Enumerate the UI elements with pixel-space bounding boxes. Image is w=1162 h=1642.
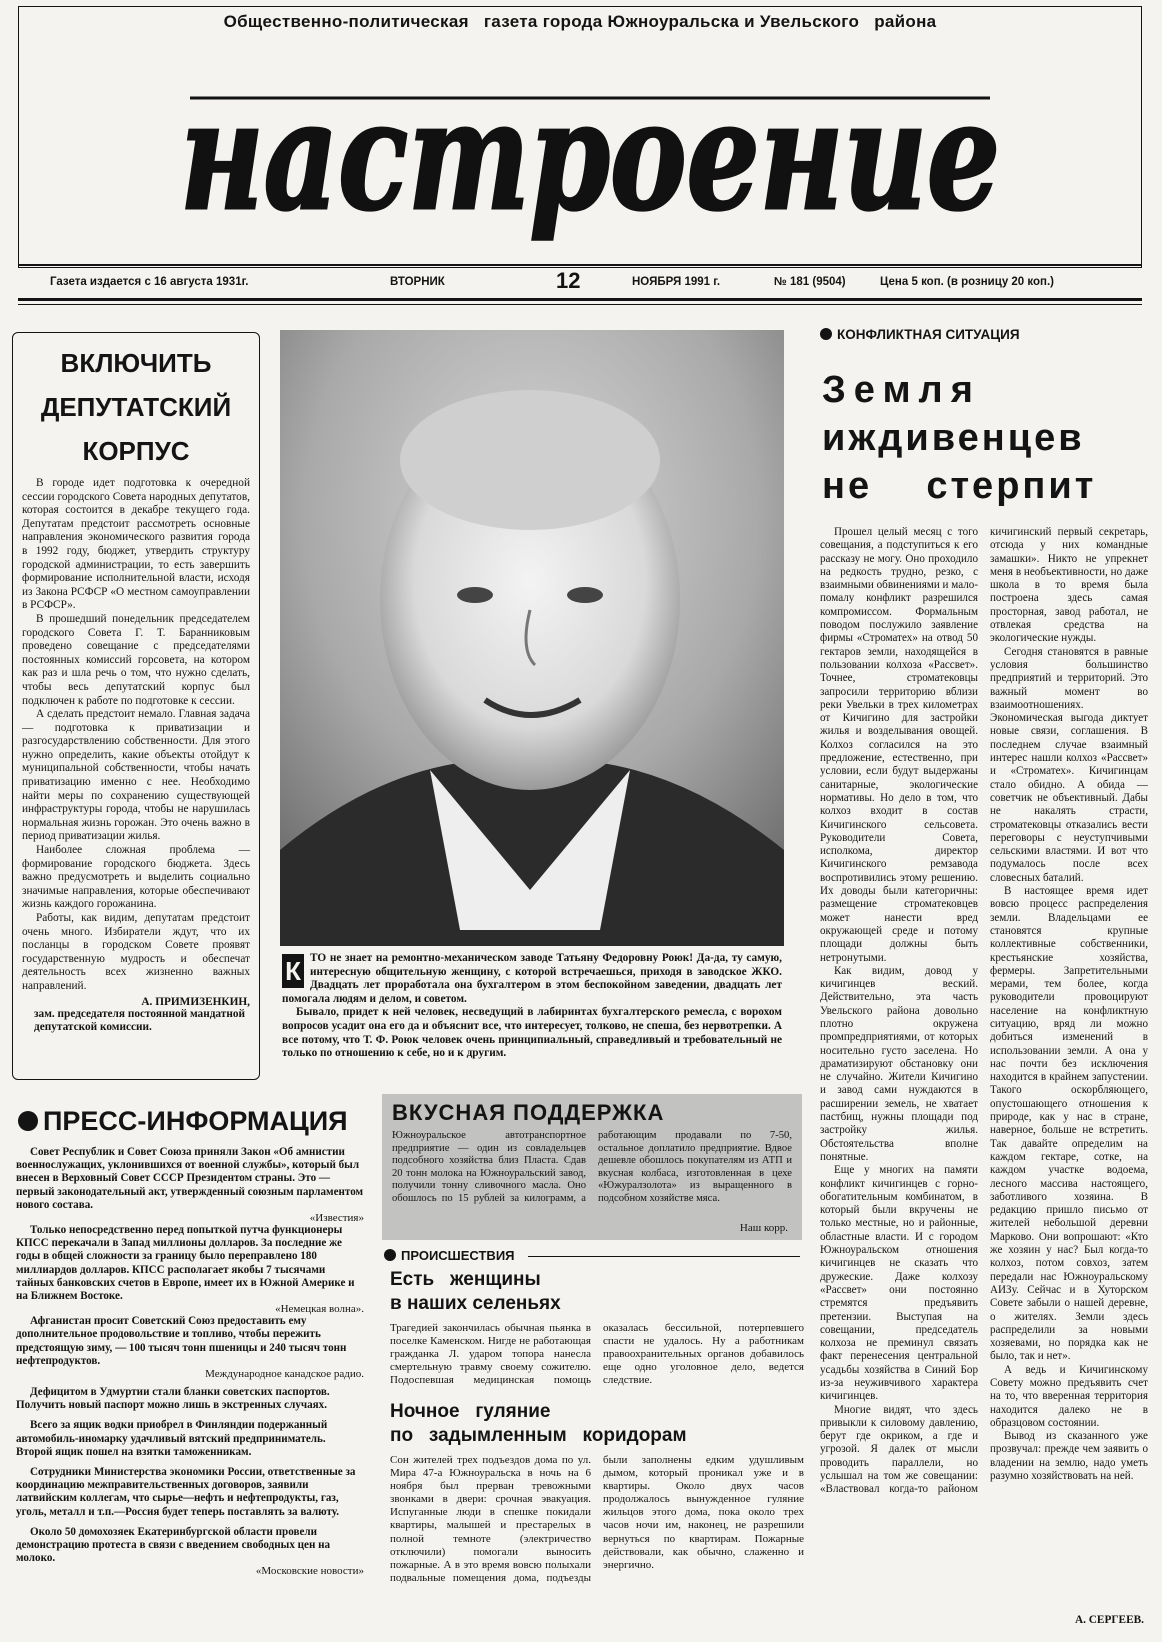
- right-article-rubric: [820, 327, 1020, 342]
- right-article-paragraph: Многие видят, что здесь привыкли к силовому давлению, берут где окриком, а где и угрозой. Я далек от мысли проводить параллели, но услышал на том же совещании: «Властвовал когда-то районом кичигинский первый секретарь, отсюда у них командные замашки». Никто не упрекнет меня в необъективности, но даже школа в то время была построена здесь самая просторная, завод работал, не отвлекая средства на экологические нужды.: [820, 526, 1148, 1496]
- press-item-source: «Московские новости»: [255, 1565, 364, 1578]
- press-item-text: Всего за ящик водки приобрел в Финляндии подержанный автомобиль-иномарку удачливый вятский предприниматель. Второй ящик пошел на взятки таможенникам.: [16, 1419, 328, 1458]
- incidents-rubric: [384, 1248, 515, 1263]
- right-article-title: [822, 366, 1142, 510]
- masthead-logo-art: [170, 58, 1010, 248]
- incident-1-heading: Есть женщины: [390, 1269, 541, 1290]
- masthead-month-year: НОЯБРЯ 1991 г.: [632, 276, 721, 288]
- right-article-paragraph: Как видим, довод у кичигинцев веский. Действительно, эта часть Увельского района довольно плотно окружена промпредприятиями, от которых носительно густо заселена. Но драматизируют обстановку они не случайно. Жители Кичигино и завод сами нуждаются в расширении земель, не хватает пастбищ, нужны площади под застройку жилья. Обстоятельства вполне понятные.: [820, 964, 978, 1163]
- right-article-title-line-3: не стерпит: [822, 465, 1097, 507]
- left-article-paragraph: Наиболее сложная проблема — формирование городского бюджета. Здесь важно предусмотреть и выделить социально значимые направления, которые обеспечивают жизнь каждого горожанина.: [22, 844, 250, 911]
- press-item: [16, 1526, 364, 1578]
- masthead-price: Цена 5 коп. (в розницу 20 коп.): [880, 276, 1054, 288]
- press-item-source: Международное канадское радио.: [205, 1368, 364, 1381]
- press-title: [18, 1106, 348, 1137]
- bullet-icon: [820, 328, 832, 340]
- photo-caption: [282, 952, 782, 1061]
- masthead-logo: [170, 58, 1010, 248]
- press-list: [16, 1146, 364, 1636]
- portrait-photo-art: [280, 330, 784, 946]
- photo-caption-initial: К: [282, 954, 304, 988]
- masthead-rule-bottom-2: [18, 304, 1142, 305]
- press-item-text: Только непосредственно перед попыткой путча функционеры КПСС перекачали в Запад миллионы долларов. За последние же годы в общей сложности за границу было переправлено 180 миллиардов долларов. КПСС располагает якобы 7 тысячами тайных банковских счетов в Европе, имеет их в Южной Америке и на Ближнем Востоке.: [16, 1224, 355, 1303]
- tasty-signature: Наш корр.: [739, 1222, 788, 1234]
- press-item: [16, 1466, 364, 1519]
- press-item-text: Совет Республик и Совет Союза приняли Закон «Об амнистии военнослужащих, уклонившихся от военной службы», который был внесен в Верховный Совет СССР Президентом страны. Это — первый законодательный акт, утвержденный союзным парламентом нового состава.: [16, 1146, 364, 1211]
- bullet-icon: [384, 1249, 396, 1261]
- left-article: [12, 332, 260, 1080]
- right-article-paragraph: Еще у многих на памяти конфликт кичигинцев с горно-обогатительным комбинатом, в который были вкручены не только местные, но и районные, областные власти. И с городом Южноуральском отношения кичигинцев не сказать что дружеские. Даже колхозу «Рассвет» они постоянно стремятся предъявить претензии. Выступая на совещании, председатель колхоза не преминул связать факт перенесения центральной усадьбы хозяйства в Синий Бор из-за неуживчивого характера кичигинцев.: [820, 1164, 978, 1403]
- incident-1: [390, 1268, 804, 1387]
- press-item: [16, 1419, 364, 1459]
- press-title-label: ПРЕСС-ИНФОРМАЦИЯ: [43, 1106, 348, 1136]
- left-article-author-title: зам. председателя постоянной мандатной депутатской комиссии.: [34, 1007, 246, 1034]
- left-article-paragraph: В городе идет подготовка к очередной сессии городского Совета народных депутатов, которая состоится в декабре текущего года. Депутатам предстоит рассмотреть основные направления экономического развития города в 1992 году, бюджет, утвердить структуру городской администрации, то есть завершить формирование исполнительной власти, исходя из Закона РСФСР «О местном самоуправлении в РСФСР».: [22, 477, 250, 612]
- masthead-rule-bottom-1: [18, 298, 1142, 301]
- press-item: [16, 1386, 364, 1412]
- masthead-logo-title: настроение: [180, 68, 1000, 244]
- press-item-text: Сотрудники Министерства экономики России, ответственные за координацию межправительственных договоров, заявили латвийским коллегам, что сырье—нефть и нефтепродукты, газ, уголь, металл и т.п.—Россия будет теперь поставлять за валюту.: [16, 1466, 356, 1518]
- tasty-title: ВКУСНАЯ ПОДДЕРЖКА: [392, 1100, 665, 1125]
- left-article-paragraph: А сделать предстоит немало. Главная задача — подготовка к приватизации и разгосударствлению собственности. Для этого нужно определить, какие объекты отойдут к муниципальной собственности, чтобы начать приватизацию именно с нее. Необходимо найти меры по сохранению существующей инфраструктуры города, чтобы не нарушилась нормальная жизнь горожан. Это очень важно в период приватизации жилья.: [22, 708, 250, 843]
- photo-caption-text: ТО не знает на ремонтно-механическом заводе Татьяну Федоровну Роюк! Да-да, ту самую, интересную общительную женщину, с которой встречаешься, приходя в заводское ЖКО. Двадцать лет проработала она бухгалтером в этом беспокойном заведении, двадцать лет помогала людям и делом, и советом.: [282, 952, 782, 1005]
- press-item-text: Афганистан просит Советский Союз предоставить ему дополнительное продовольствие и топливо, чтобы пережить предстоящую зиму, — 100 тысяч тонн пшеницы и 240 тысяч тонн нефтепродуктов.: [16, 1315, 347, 1367]
- incident-2-heading-2: по задымленным коридорам: [390, 1425, 687, 1446]
- right-article-title-line-2: иждивенцев: [822, 417, 1085, 459]
- incident-2-text: Сон жителей трех подъездов дома по ул. Мира 47-а Южноуральска в ночь на 6 ноября был прерван тревожными звонками в двери: срочная эвакуация. Испуганные люди в спешке покидали квартиры, малышей и престарелых в полной темноте (электричество отключили) помогали выносить пожарные. А в это время вовсю полыхали подвальные помещения дома, подъезды были заполнены едким удушливым дымом, который проникал уже и в квартиры. Около двух часов продолжалось вынужденное гуляние жильцов этого дома, пока около трех часов ночи им, наконец, не разрешили вернуться по квартирам. Пожарные действовали, как обычно, слаженно и энергично.: [390, 1454, 804, 1584]
- left-article-paragraph: В прошедший понедельник председателем городского Совета Г. Т. Баранниковым проведено совещание с председателями постоянных комиссий горсовета, на котором как раз и шла речь о том, что нужно сделать, чтобы весь депутатский корпус был подключен к работе по подготовке к сессии.: [22, 612, 250, 707]
- incidents-rubric-label: ПРОИСШЕСТВИЯ: [401, 1248, 515, 1263]
- press-item-source: «Немецкая волна».: [275, 1303, 364, 1316]
- photo-caption-text-2: Бывало, придет к ней человек, несведущий в лабиринтах бухгалтерского ремесла, с ворохом вопросов усадит она его да и объяснит все, что интересует, толково, не спеша, без нервотрепки. А все потому, что Т. Ф. Роюк человек очень принципиальный, справедливый и требовательный не только по отношению к себе, но и к другим.: [282, 1006, 782, 1060]
- incident-2: [390, 1400, 804, 1585]
- masthead-day: 12: [556, 268, 581, 293]
- incident-2-heading: Ночное гуляние: [390, 1401, 551, 1422]
- right-article-author: А. СЕРГЕЕВ.: [1074, 1614, 1144, 1626]
- press-item: [16, 1224, 364, 1315]
- press-item-text: Около 50 домохозяек Екатеринбургской области провели демонстрацию протеста в связи с введением свободных цен на молоко.: [16, 1525, 331, 1565]
- masthead-issue: № 181 (9504): [774, 276, 846, 288]
- left-article-paragraph: Работы, как видим, депутатам предстоит очень много. Избиратели ждут, что их посланцы в городском Совете проявят государственную мудрость и обеспечат деятельность всех жизненно важных направлений.: [22, 912, 250, 992]
- tasty-box: [382, 1094, 802, 1240]
- right-article-paragraph: Сегодня становятся в равные условия большинство предприятий и территорий. Это важный момент во взаимоотношениях. Экономическая выгода диктует новые связи, соглашения. В последнем случае взаимный интерес нашли колхоз «Рассвет» и «Строматех». Кичигинцам стало обидно. А обида — советчик не объективный. Дабы не накалять страсти, строматековцы отказались вести переговоры с неуступчивыми сельскими властями. И вот что подумалось после всех словесных баталий.: [990, 645, 1148, 884]
- right-article-paragraph: В настоящее время идет вовсю процесс распределения земли. Владельцами ее становятся крупные коллективные собственники, крестьянские хозяйства, фермеры. Запретительными мерами, тем более, когда руководители провоцируют население на конфликтную ситуацию, вряд ли можно добиться изменений в использовании земли. А она у нас почти без исключения находится в крайнем запустении. Такого оскорбляющего, опустошающего отношения к природе, как у нас в стране, наверное, больше не встретить. Так давайте определим на каждом гектаре, сотке, на каждом участке водоема, лесного массива настоящего, заботливого хозяина. В редакцию пришло письмо от жителей небольшой деревни Марково. Они вопрошают: «Кто же хозяин у нас? Был когда-то колхоз, потом совхоз, затем передали нас Южноуральскому АИЗу. Сейчас и в Хуторском Совете забыли о нашей деревне, о жителях. Земли здесь распределили за новыми хозяевами, но порядка как не было, так и нет».: [990, 885, 1148, 1363]
- masthead-rule-top: [18, 264, 1142, 266]
- right-article-title-line-1: Земля: [822, 369, 981, 411]
- press-item-text: Дефицитом в Удмуртии стали бланки советских паспортов. Получить новый паспорт можно лишь в экстренных случаях.: [16, 1386, 330, 1412]
- left-article-title: ВКЛЮЧИТЬ ДЕПУТАТСКИЙ КОРПУС: [40, 348, 232, 466]
- incident-1-text: Трагедией закончилась обычная пьянка в поселке Каменском. Нигде не работающая гражданка Л. ударом топора нанесла смертельную травму своему сожителю. Подоспевшая медицинская помощь оказалась бессильной, потерпевшего спасти не удалось. Ну а работникам правоохранительных органов добавилось еще одно уголовное дело, ведется следствие.: [390, 1322, 804, 1387]
- right-article-paragraph: Вывод из сказанного уже прозвучал: прежде чем заявить о владении на землю, надо уметь разумно хозяйствовать на ней.: [990, 1430, 1148, 1483]
- incidents-rule: [528, 1256, 800, 1257]
- masthead-since: Газета издается с 16 августа 1931г.: [50, 276, 249, 288]
- masthead-weekday: ВТОРНИК: [390, 276, 445, 288]
- right-article-rubric-label: КОНФЛИКТНАЯ СИТУАЦИЯ: [837, 327, 1020, 342]
- left-article-body: [22, 477, 250, 994]
- masthead-tagline: Общественно-политическая газета города Южноуральска и Увельского района: [223, 12, 937, 31]
- tasty-text: Южноуральское автотранспортное предприятие — один из совладельцев подсобного хозяйства близ Пласта. Сдав 20 тонн молока на Южноуральский завод, получили тонну сливочного масла. Оно обошлось по 15 рублей за килограмм, а работающим продавали по 7-50, остальное доплатило предприятие. Вдвое дешевле обошлось покупателям из АТП и вкусная колбаса, изготовленная в цехе «Южуралзолота» из выращенного в подсобном хозяйстве мяса.: [392, 1130, 792, 1204]
- portrait-photo: [280, 330, 784, 946]
- right-article-body: [820, 526, 1148, 1608]
- bullet-icon: [18, 1111, 38, 1131]
- left-article-author: А. ПРИМИЗЕНКИН,: [141, 995, 250, 1008]
- incident-1-heading-2: в наших селеньях: [390, 1293, 561, 1314]
- press-item: [16, 1315, 364, 1380]
- right-article-paragraph: Прошел целый месяц с того совещания, а подступиться к его рассказу не могу. Оно проходило на редкость трудно, резко, с взаимными обвинениями и мало-помалу конфликт разрешился компромиссом. Формальным поводом послужило заявление фирмы «Строматех» на отвод 50 гектаров земли, находящейся в пользовании колхоза «Рассвет». Точнее, строматековцы запросили территорию вблизи реки Увельки в трех километрах от Кичигино для застройки жилья и возделывания овощей. Колхоз согласился на это предложение, естественно, при условии, если будут выдержаны санитарные, экологические нормативы. Но дело в том, что колхоз входит в состав Кичигинского сельсовета. Руководители Совета, исполкома, директор Кичигинского ремзавода воспротивились этому решению. Их доводы были категоричны: размещение строматековцев может нанести вред окружающей среде и потому площади должны быть нетронутыми.: [820, 526, 979, 964]
- press-item: [16, 1146, 364, 1224]
- right-article-paragraph: А ведь и Кичигинскому Совету можно предъявить счет на то, что вверенная территория находится далеко не в образцовом состоянии.: [990, 1363, 1148, 1429]
- press-item-source: «Известия»: [309, 1212, 364, 1225]
